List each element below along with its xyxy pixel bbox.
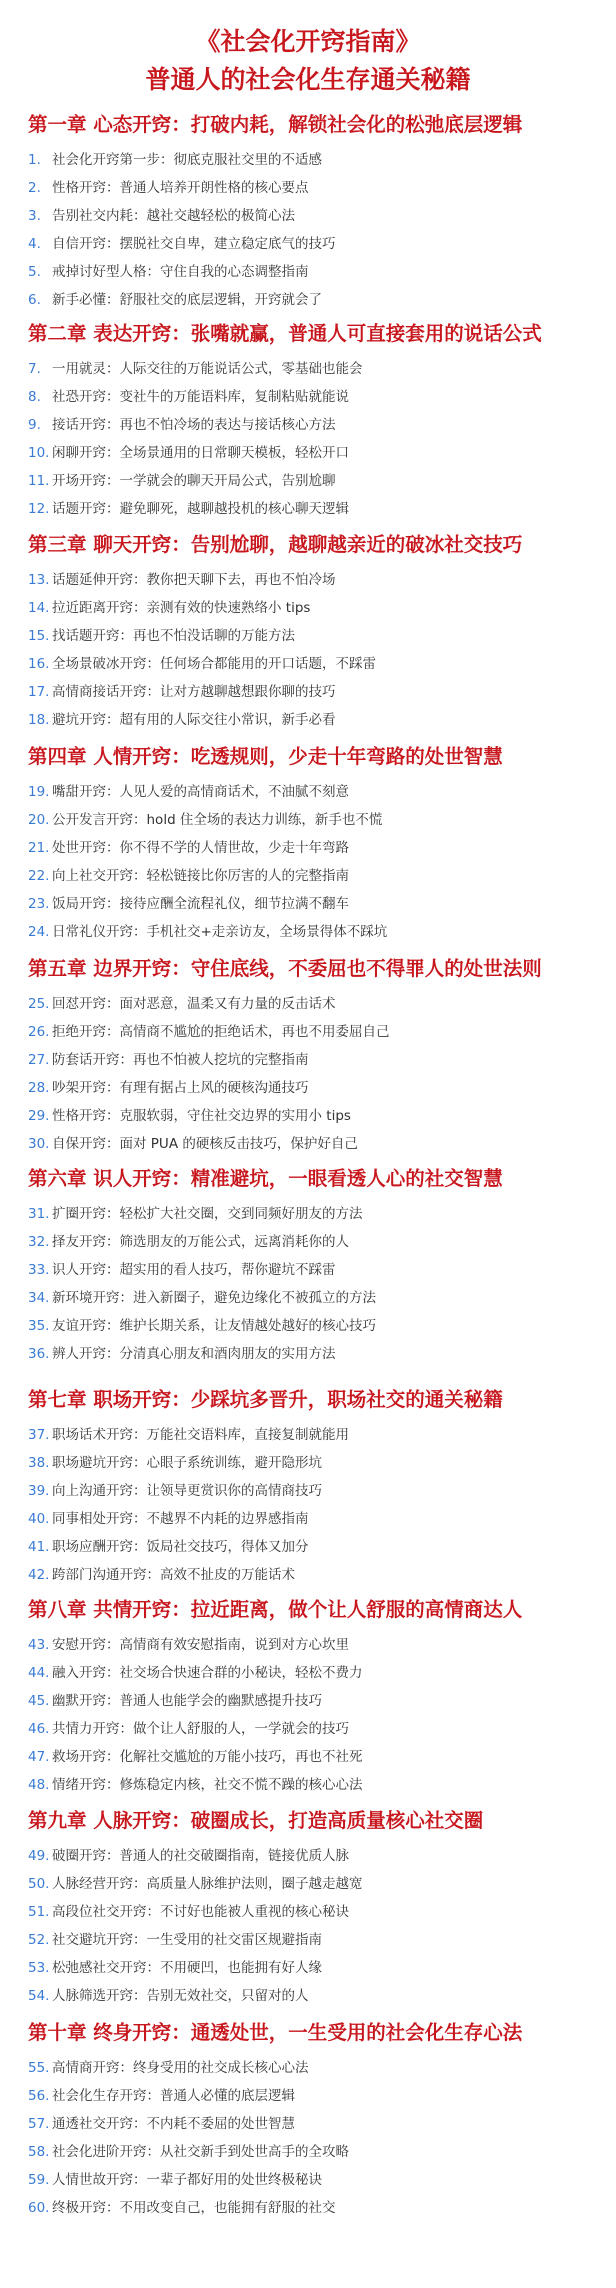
list-item — [28, 258, 608, 286]
item-text: 拒绝开窍：高情商不尴尬的拒绝话术，再也不用委屈自己 — [52, 1024, 390, 1040]
item-text: 性格开窍：克服软弱，守住社交边界的实用小 tips — [52, 1108, 351, 1124]
item-number: 18. — [28, 712, 50, 728]
item-text: 自信开窍：摆脱社交自卑，建立稳定底气的技巧 — [52, 236, 336, 252]
item-number: 32. — [28, 1234, 50, 1250]
list-item — [28, 2110, 608, 2138]
item-text: 社会化生存开窍：普通人必懂的底层逻辑 — [52, 2088, 295, 2104]
item-number: 14. — [28, 600, 50, 616]
list-item — [28, 1954, 608, 1982]
chapter-5 — [28, 954, 608, 1158]
item-number: 11. — [28, 473, 50, 489]
list-item — [28, 1449, 608, 1477]
list-item — [28, 1659, 608, 1687]
list-item — [28, 1842, 608, 1870]
list-item — [28, 1421, 608, 1449]
item-number: 57. — [28, 2116, 50, 2132]
list-item — [28, 778, 608, 806]
item-number: 35. — [28, 1318, 50, 1334]
chapter-title: 第八章 共情开窍：拉近距离，做个让人舒服的高情商达人 — [28, 1598, 523, 1621]
document-subtitle: 普通人的社会化生存通关秘籍 — [145, 65, 471, 94]
item-text: 避坑开窍：超有用的人际交往小常识，新手必看 — [52, 712, 336, 728]
item-number: 19. — [28, 784, 50, 800]
item-text: 闲聊开窍：全场景通用的日常聊天模板，轻松开口 — [52, 445, 349, 461]
list-item — [28, 650, 608, 678]
chapter-title: 第二章 表达开窍：张嘴就赢，普通人可直接套用的说话公式 — [28, 322, 542, 345]
item-text: 话题开窍：避免聊死，越聊越投机的核心聊天逻辑 — [52, 501, 349, 517]
item-number: 27. — [28, 1052, 50, 1068]
item-number: 1. — [28, 152, 41, 168]
list-item — [28, 230, 608, 258]
item-text: 防套话开窍：再也不怕被人挖坑的完整指南 — [52, 1052, 309, 1068]
list-item — [28, 202, 608, 230]
item-text: 识人开窍：超实用的看人技巧，帮你避坑不踩雷 — [52, 1262, 336, 1278]
document-title: 《社会化开窍指南》 — [195, 27, 421, 56]
item-number: 2. — [28, 180, 41, 196]
item-number: 17. — [28, 684, 50, 700]
list-item — [28, 146, 608, 174]
item-number: 12. — [28, 501, 50, 517]
item-text: 救场开窍：化解社交尴尬的万能小技巧，再也不社死 — [52, 1749, 363, 1765]
item-text: 性格开窍：普通人培养开朗性格的核心要点 — [52, 180, 309, 196]
item-text: 同事相处开窍：不越界不内耗的边界感指南 — [52, 1511, 309, 1527]
list-item — [28, 174, 608, 202]
chapter-item-list — [28, 2054, 608, 2222]
item-text: 向上社交开窍：轻松链接比你厉害的人的完整指南 — [52, 868, 349, 884]
item-text: 接话开窍：再也不怕冷场的表达与接话核心方法 — [52, 417, 336, 433]
item-text: 人脉经营开窍：高质量人脉维护法则，圈子越走越宽 — [52, 1876, 363, 1892]
list-item — [28, 1982, 608, 2010]
item-number: 20. — [28, 812, 50, 828]
list-item — [28, 890, 608, 918]
chapter-item-list — [28, 355, 608, 523]
chapter-title: 第十章 终身开窍：通透处世，一生受用的社会化生存心法 — [28, 2021, 523, 2044]
item-text: 回怼开窍：面对恶意，温柔又有力量的反击话术 — [52, 996, 336, 1012]
chapter-item-list — [28, 1842, 608, 2010]
item-number: 31. — [28, 1206, 50, 1222]
item-number: 60. — [28, 2200, 50, 2216]
list-item — [28, 1256, 608, 1284]
item-number: 33. — [28, 1262, 50, 1278]
list-item — [28, 1340, 608, 1368]
list-item — [28, 2082, 608, 2110]
chapter-9 — [28, 1806, 608, 2010]
item-text: 职场应酬开窍：饭局社交技巧，得体又加分 — [52, 1539, 309, 1555]
list-item — [28, 1284, 608, 1312]
item-text: 全场景破冰开窍：任何场合都能用的开口话题，不踩雷 — [52, 656, 376, 672]
list-item — [28, 355, 608, 383]
item-text: 拉近距离开窍：亲测有效的快速熟络小 tips — [52, 600, 311, 616]
chapter-item-list — [28, 146, 608, 314]
item-text: 告别社交内耗：越社交越轻松的极简心法 — [52, 208, 295, 224]
chapter-8 — [28, 1595, 608, 1799]
list-item — [28, 439, 608, 467]
item-number: 51. — [28, 1904, 50, 1920]
item-text: 融入开窍：社交场合快速合群的小秘诀，轻松不费力 — [52, 1665, 363, 1681]
chapter-title: 第五章 边界开窍：守住底线，不委屈也不得罪人的处世法则 — [28, 957, 542, 980]
item-text: 情绪开窍：修炼稳定内核，社交不慌不躁的核心心法 — [52, 1777, 363, 1793]
item-text: 找话题开窍：再也不怕没话聊的万能方法 — [52, 628, 295, 644]
item-number: 59. — [28, 2172, 50, 2188]
item-text: 通透社交开窍：不内耗不委屈的处世智慧 — [52, 2116, 295, 2132]
list-item — [28, 1870, 608, 1898]
list-item — [28, 495, 608, 523]
item-number: 7. — [28, 361, 41, 377]
item-number: 3. — [28, 208, 41, 224]
item-number: 46. — [28, 1721, 50, 1737]
list-item — [28, 467, 608, 495]
item-text: 社恐开窍：变社牛的万能语料库，复制粘贴就能说 — [52, 389, 349, 405]
chapter-title: 第七章 职场开窍：少踩坑多晋升，职场社交的通关秘籍 — [28, 1388, 503, 1411]
item-text: 吵架开窍：有理有据占上风的硬核沟通技巧 — [52, 1080, 309, 1096]
item-number: 39. — [28, 1483, 50, 1499]
list-item — [28, 1561, 608, 1589]
chapter-2 — [28, 319, 608, 523]
chapter-item-list — [28, 1421, 608, 1589]
item-number: 36. — [28, 1346, 50, 1362]
item-text: 话题延伸开窍：教你把天聊下去，再也不怕冷场 — [52, 572, 336, 588]
item-number: 29. — [28, 1108, 50, 1124]
item-number: 9. — [28, 417, 41, 433]
item-text: 松弛感社交开窍：不用硬凹，也能拥有好人缘 — [52, 1960, 322, 1976]
list-item — [28, 1477, 608, 1505]
list-item — [28, 2194, 608, 2222]
item-text: 新环境开窍：进入新圈子，避免边缘化不被孤立的方法 — [52, 1290, 376, 1306]
item-number: 8. — [28, 389, 41, 405]
item-text: 安慰开窍：高情商有效安慰指南，说到对方心坎里 — [52, 1637, 349, 1653]
list-item — [28, 622, 608, 650]
list-item — [28, 1228, 608, 1256]
item-number: 38. — [28, 1455, 50, 1471]
item-text: 破圈开窍：普通人的社交破圈指南，链接优质人脉 — [52, 1848, 349, 1864]
list-item — [28, 1771, 608, 1799]
item-number: 22. — [28, 868, 50, 884]
list-item — [28, 678, 608, 706]
chapter-title: 第一章 心态开窍：打破内耗，解锁社会化的松弛底层逻辑 — [28, 113, 523, 136]
item-number: 50. — [28, 1876, 50, 1892]
item-text: 嘴甜开窍：人见人爱的高情商话术，不油腻不刻意 — [52, 784, 349, 800]
item-number: 45. — [28, 1693, 50, 1709]
list-item — [28, 1046, 608, 1074]
item-text: 自保开窍：面对 PUA 的硬核反击技巧，保护好自己 — [52, 1136, 358, 1152]
item-number: 10. — [28, 445, 50, 461]
list-item — [28, 990, 608, 1018]
item-text: 辨人开窍：分清真心朋友和酒肉朋友的实用方法 — [52, 1346, 336, 1362]
list-item — [28, 1018, 608, 1046]
list-item — [28, 383, 608, 411]
item-number: 48. — [28, 1777, 50, 1793]
list-item — [28, 862, 608, 890]
item-text: 饭局开窍：接待应酬全流程礼仪，细节拉满不翻车 — [52, 896, 349, 912]
item-number: 40. — [28, 1511, 50, 1527]
item-number: 21. — [28, 840, 50, 856]
item-number: 47. — [28, 1749, 50, 1765]
item-text: 终极开窍：不用改变自己，也能拥有舒服的社交 — [52, 2200, 336, 2216]
item-number: 54. — [28, 1988, 50, 2004]
item-number: 42. — [28, 1567, 50, 1583]
item-number: 56. — [28, 2088, 50, 2104]
item-number: 25. — [28, 996, 50, 1012]
list-item — [28, 1631, 608, 1659]
chapter-title: 第九章 人脉开窍：破圈成长，打造高质量核心社交圈 — [28, 1809, 484, 1832]
list-item — [28, 1200, 608, 1228]
list-item — [28, 1130, 608, 1158]
chapter-title: 第六章 识人开窍：精准避坑，一眼看透人心的社交智慧 — [28, 1167, 503, 1190]
item-text: 社会化开窍第一步：彻底克服社交里的不适感 — [52, 152, 322, 168]
item-text: 日常礼仪开窍：手机社交+走亲访友，全场景得体不踩坑 — [52, 924, 388, 940]
chapter-10 — [28, 2018, 608, 2222]
item-number: 4. — [28, 236, 41, 252]
item-number: 43. — [28, 1637, 50, 1653]
item-number: 52. — [28, 1932, 50, 1948]
list-item — [28, 1898, 608, 1926]
item-number: 5. — [28, 264, 41, 280]
item-text: 扩圈开窍：轻松扩大社交圈，交到同频好朋友的方法 — [52, 1206, 363, 1222]
item-text: 友谊开窍：维护长期关系，让友情越处越好的核心技巧 — [52, 1318, 376, 1334]
list-item — [28, 2054, 608, 2082]
list-item — [28, 1743, 608, 1771]
list-item — [28, 1505, 608, 1533]
chapter-6 — [28, 1164, 608, 1368]
item-text: 社会化进阶开窍：从社交新手到处世高手的全攻略 — [52, 2144, 349, 2160]
list-item — [28, 1926, 608, 1954]
item-text: 戒掉讨好型人格：守住自我的心态调整指南 — [52, 264, 309, 280]
list-item — [28, 1102, 608, 1130]
item-number: 28. — [28, 1080, 50, 1096]
item-number: 6. — [28, 292, 41, 308]
chapter-item-list — [28, 1631, 608, 1799]
item-text: 向上沟通开窍：让领导更赏识你的高情商技巧 — [52, 1483, 322, 1499]
item-text: 新手必懂：舒服社交的底层逻辑，开窍就会了 — [52, 292, 322, 308]
item-number: 26. — [28, 1024, 50, 1040]
list-item — [28, 706, 608, 734]
list-item — [28, 411, 608, 439]
chapter-item-list — [28, 1200, 608, 1368]
chapter-item-list — [28, 566, 608, 734]
item-number: 37. — [28, 1427, 50, 1443]
list-item — [28, 2138, 608, 2166]
item-text: 公开发言开窍：hold 住全场的表达力训练，新手也不慌 — [52, 812, 383, 828]
item-number: 23. — [28, 896, 50, 912]
item-number: 24. — [28, 924, 50, 940]
chapter-item-list — [28, 778, 608, 946]
chapter-4 — [28, 742, 608, 946]
item-number: 41. — [28, 1539, 50, 1555]
list-item — [28, 834, 608, 862]
item-number: 13. — [28, 572, 50, 588]
item-number: 30. — [28, 1136, 50, 1152]
item-text: 幽默开窍：普通人也能学会的幽默感提升技巧 — [52, 1693, 322, 1709]
item-number: 53. — [28, 1960, 50, 1976]
item-number: 49. — [28, 1848, 50, 1864]
item-number: 16. — [28, 656, 50, 672]
chapter-title: 第三章 聊天开窍：告别尬聊，越聊越亲近的破冰社交技巧 — [28, 533, 523, 556]
item-text: 人脉筛选开窍：告别无效社交，只留对的人 — [52, 1988, 309, 2004]
list-item — [28, 286, 608, 314]
list-item — [28, 1312, 608, 1340]
list-item — [28, 2166, 608, 2194]
item-text: 高情商开窍：终身受用的社交成长核心心法 — [52, 2060, 309, 2076]
list-item — [28, 918, 608, 946]
item-text: 高情商接话开窍：让对方越聊越想跟你聊的技巧 — [52, 684, 336, 700]
item-text: 开场开窍：一学就会的聊天开局公式，告别尬聊 — [52, 473, 336, 489]
chapter-item-list — [28, 990, 608, 1158]
list-item — [28, 806, 608, 834]
chapter-7 — [28, 1385, 608, 1589]
item-text: 高段位社交开窍：不讨好也能被人重视的核心秘诀 — [52, 1904, 349, 1920]
list-item — [28, 1074, 608, 1102]
item-number: 15. — [28, 628, 50, 644]
chapter-1 — [28, 110, 608, 314]
item-text: 跨部门沟通开窍：高效不扯皮的万能话术 — [52, 1567, 295, 1583]
item-number: 34. — [28, 1290, 50, 1306]
item-text: 职场避坑开窍：心眼子系统训练，避开隐形坑 — [52, 1455, 322, 1471]
item-text: 人情世故开窍：一辈子都好用的处世终极秘诀 — [52, 2172, 322, 2188]
list-item — [28, 1533, 608, 1561]
item-text: 处世开窍：你不得不学的人情世故，少走十年弯路 — [52, 840, 349, 856]
item-text: 职场话术开窍：万能社交语料库，直接复制就能用 — [52, 1427, 349, 1443]
chapter-title: 第四章 人情开窍：吃透规则，少走十年弯路的处世智慧 — [28, 745, 503, 768]
list-item — [28, 566, 608, 594]
item-text: 一用就灵：人际交往的万能说话公式，零基础也能会 — [52, 361, 363, 377]
item-text: 社交避坑开窍：一生受用的社交雷区规避指南 — [52, 1932, 322, 1948]
list-item — [28, 1687, 608, 1715]
item-number: 44. — [28, 1665, 50, 1681]
list-item — [28, 594, 608, 622]
item-text: 共情力开窍：做个让人舒服的人，一学就会的技巧 — [52, 1721, 349, 1737]
item-number: 58. — [28, 2144, 50, 2160]
chapter-3 — [28, 530, 608, 734]
list-item — [28, 1715, 608, 1743]
item-text: 择友开窍：筛选朋友的万能公式，远离消耗你的人 — [52, 1234, 349, 1250]
item-number: 55. — [28, 2060, 50, 2076]
